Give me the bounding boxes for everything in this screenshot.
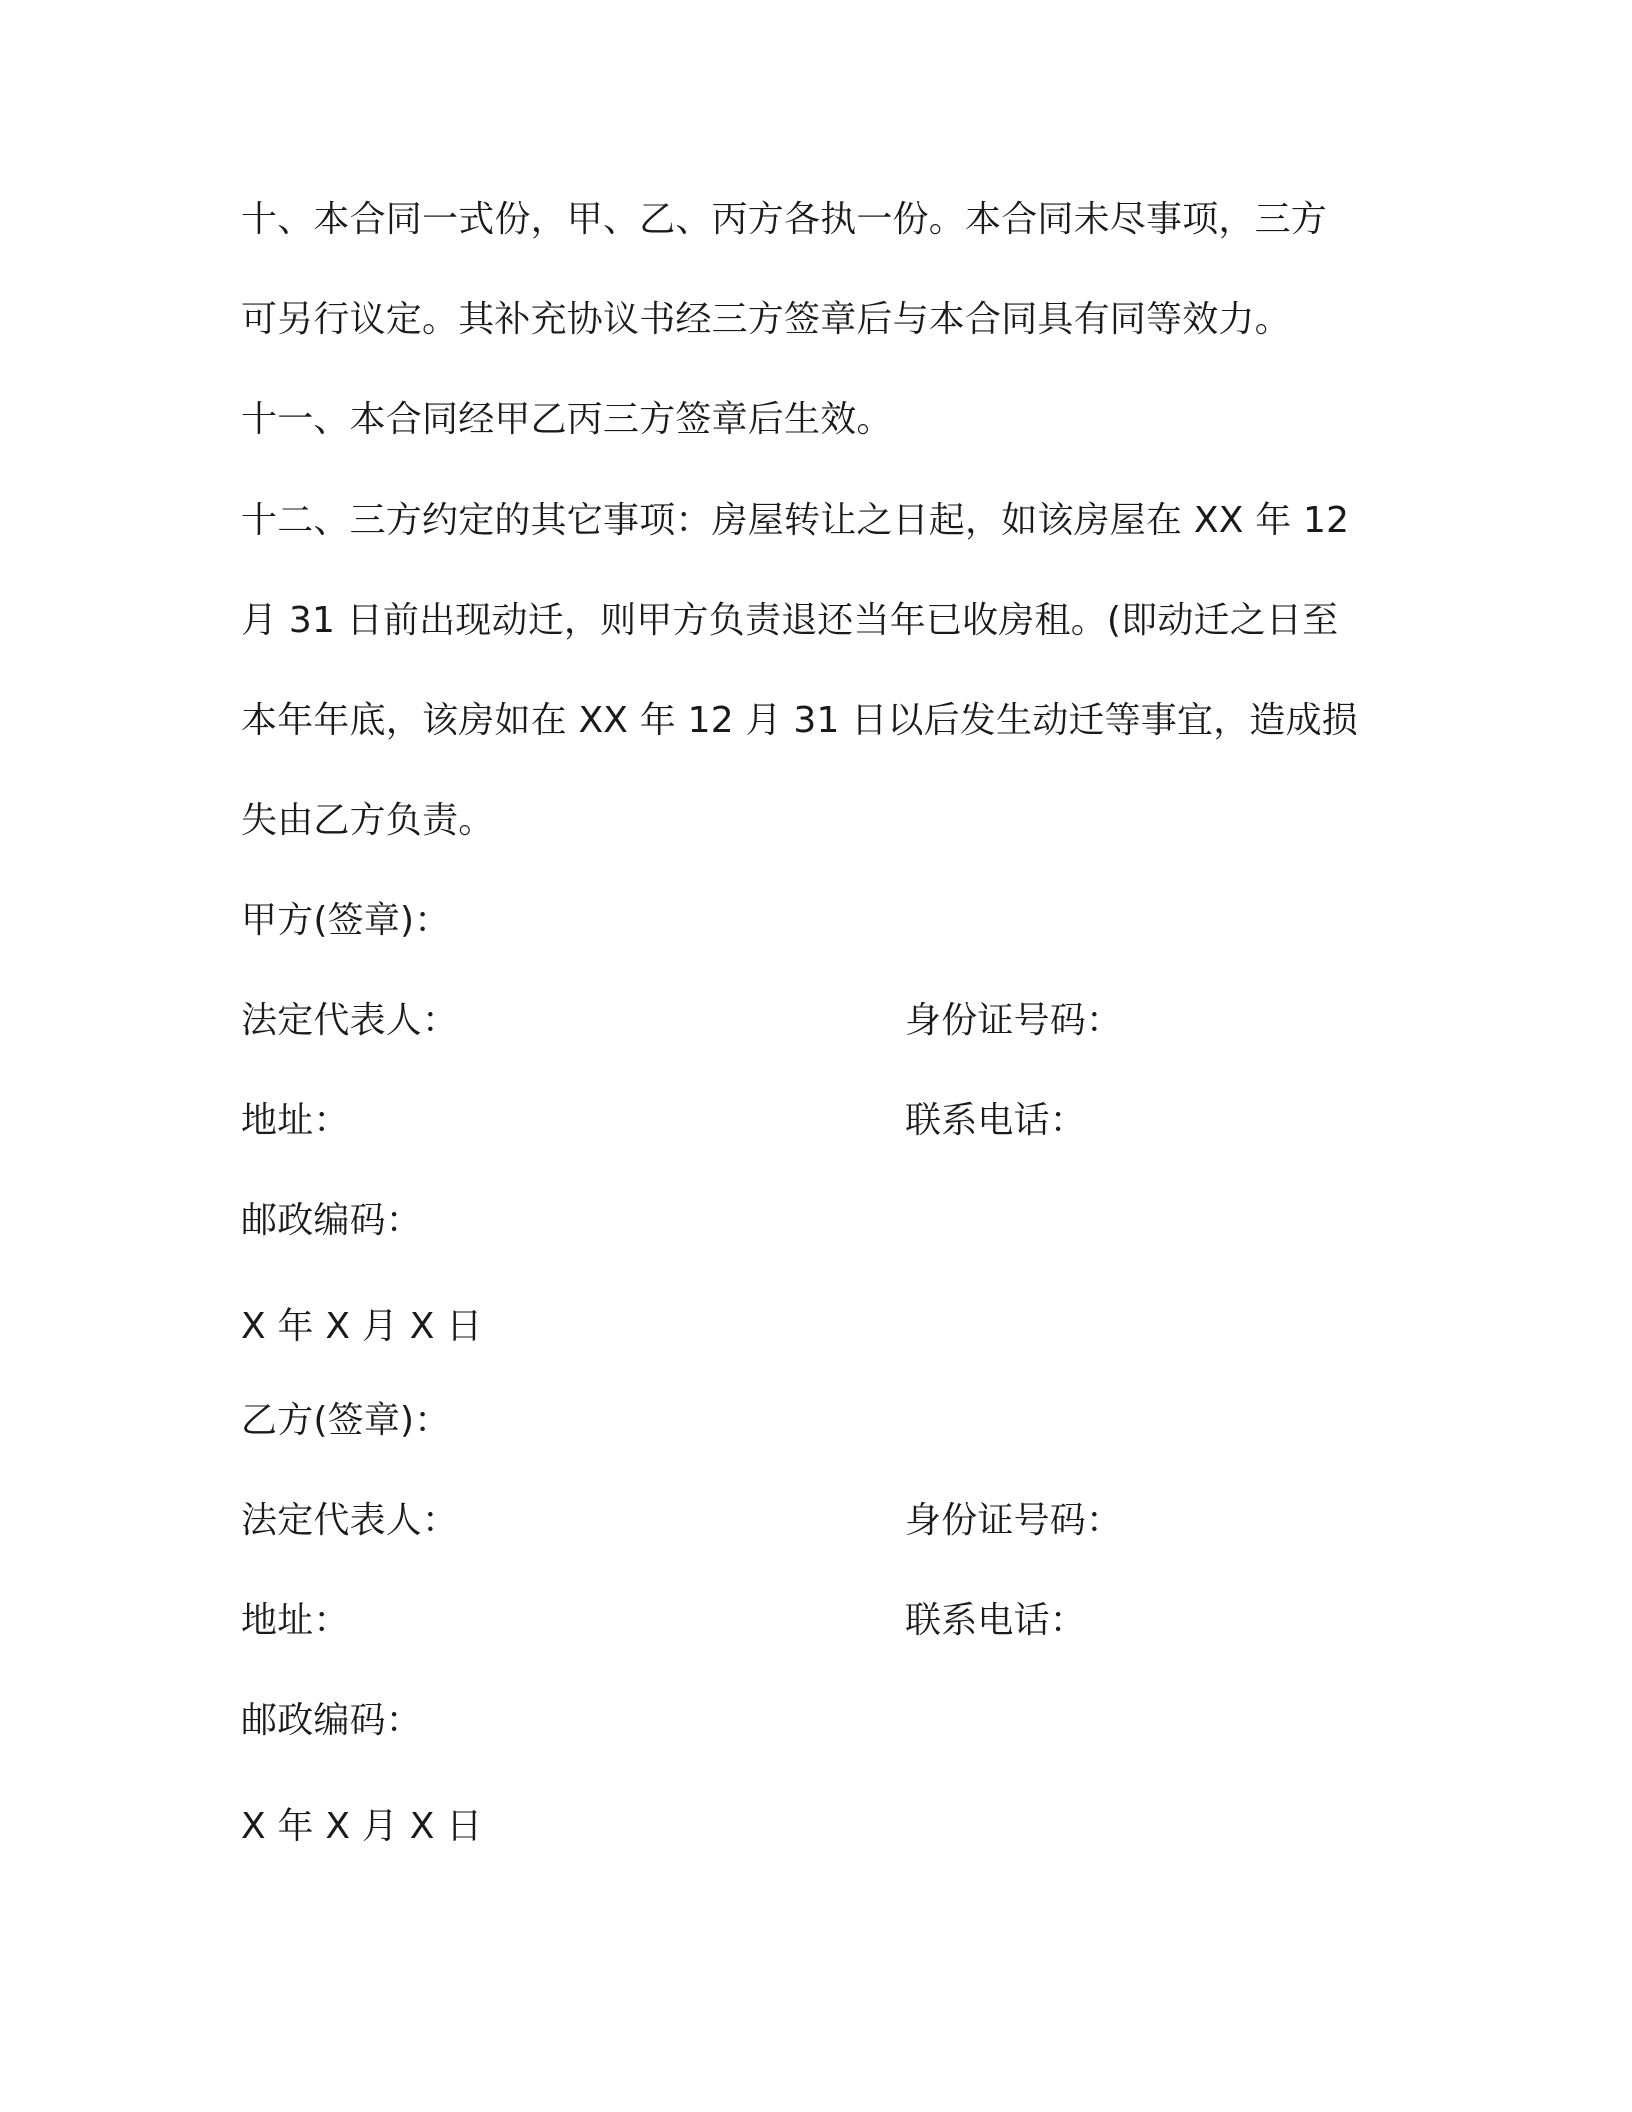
party-a-title: 甲方(签章)： [241,900,451,941]
party-b-address-label: 地址： [241,1600,350,1641]
clause-12-line-4: 失由乙方负责。 [241,800,495,841]
clause-12-line-1: 十二、三方约定的其它事项：房屋转让之日起，如该房屋在 XX 年 12 [241,500,1350,541]
clause-10-line-1: 十、本合同一式份，甲、乙、丙方各执一份。本合同未尽事项，三方 [241,199,1328,240]
party-b-postal-code-label: 邮政编码： [241,1700,423,1741]
party-a-address-label: 地址： [241,1100,350,1141]
party-a-legal-rep-label: 法定代表人： [241,1000,459,1041]
clause-11: 十一、本合同经甲乙丙三方签章后生效。 [241,399,893,440]
party-a-date: X 年 X 月 X 日 [241,1306,483,1347]
party-b-legal-rep-label: 法定代表人： [241,1500,459,1541]
party-b-phone-label: 联系电话： [905,1600,1087,1641]
clause-12-line-2: 月 31 日前出现动迁，则甲方负责退还当年已收房租。(即动迁之日至 [241,600,1339,641]
party-a-phone-label: 联系电话： [905,1100,1087,1141]
clause-12-line-3: 本年年底，该房如在 XX 年 12 月 31 日以后发生动迁等事宜，造成损 [241,700,1359,741]
party-b-date: X 年 X 月 X 日 [241,1806,483,1847]
party-a-postal-code-label: 邮政编码： [241,1200,423,1241]
party-b-id-number-label: 身份证号码： [905,1500,1123,1541]
clause-10-line-2: 可另行议定。其补充协议书经三方签章后与本合同具有同等效力。 [241,299,1291,340]
party-b-title: 乙方(签章)： [241,1400,451,1441]
party-a-id-number-label: 身份证号码： [905,1000,1123,1041]
